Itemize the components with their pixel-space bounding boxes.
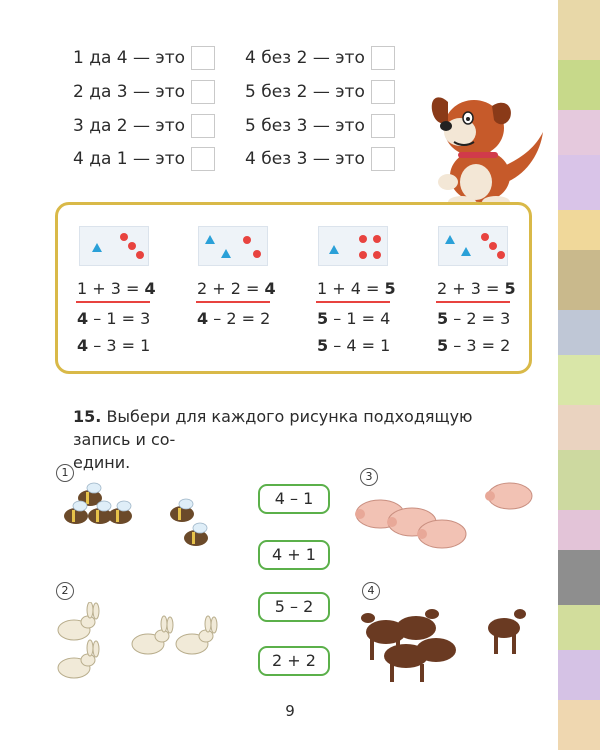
red-underline [436,301,510,303]
red-dot [359,235,367,243]
red-dot [120,233,128,241]
horses-illustration [356,598,536,688]
sub-equation: 5 – 2 = 3 [437,309,511,328]
red-underline [76,301,150,303]
main-equation: 1 + 3 = 4 [77,279,156,298]
task-number: 15. [73,407,102,426]
exercise-row: 4 без 2 — это [245,46,395,70]
answer-box[interactable] [191,147,215,171]
sub-equation: 5 – 3 = 2 [437,336,511,355]
exercise-row: 4 без 3 — это [245,147,395,171]
option-5-minus-2[interactable]: 5 – 2 [258,592,330,622]
red-dot [253,250,261,258]
task-text: Выбери для каждого рисунка подходящую запись и со- [73,407,473,449]
option-4-minus-1[interactable]: 4 – 1 [258,484,330,514]
picture-number-1: 1 [56,464,74,482]
exercise-row: 1 да 4 — это [73,46,215,70]
task-instruction [73,405,533,474]
exercise-row: 4 да 1 — это [73,147,215,171]
picture-number-2: 2 [56,582,74,600]
sub-equation: 4 – 1 = 3 [77,309,151,328]
picture-number-4: 4 [362,582,380,600]
answer-box[interactable] [191,80,215,104]
answer-box[interactable] [191,114,215,138]
exercise-row: 2 да 3 — это [73,80,215,104]
red-dot [373,235,381,243]
page-number: 9 [285,702,295,720]
dog-illustration [418,92,546,208]
exercise-row: 5 без 3 — это [245,114,395,138]
red-underline [316,301,390,303]
counting-card [198,226,268,266]
pigs-illustration [350,476,535,556]
blue-triangle [92,243,102,252]
answer-box[interactable] [371,114,395,138]
exercise-row: 3 да 2 — это [73,114,215,138]
answer-box[interactable] [371,46,395,70]
blue-triangle [221,249,231,258]
red-dot [243,236,251,244]
option-4-plus-1[interactable]: 4 + 1 [258,540,330,570]
main-equation: 2 + 3 = 5 [437,279,516,298]
sub-equation: 4 – 2 = 2 [197,309,271,328]
exercise-row: 5 без 2 — это [245,80,395,104]
blue-triangle [461,247,471,256]
rabbits-illustration [52,602,222,686]
counting-card [318,226,388,266]
red-underline [196,301,270,303]
main-equation: 1 + 4 = 5 [317,279,396,298]
main-equation: 2 + 2 = 4 [197,279,276,298]
task-text-continued: едини. [73,453,131,472]
picture-number-3: 3 [360,468,378,486]
blue-triangle [205,235,215,244]
counting-card [79,226,149,266]
sub-equation: 4 – 3 = 1 [77,336,151,355]
bees-illustration [62,478,222,554]
red-dot [359,251,367,259]
red-dot [489,242,497,250]
option-2-plus-2[interactable]: 2 + 2 [258,646,330,676]
answer-box[interactable] [371,147,395,171]
red-dot [373,251,381,259]
decorative-side-stripe [558,0,600,750]
answer-box[interactable] [191,46,215,70]
red-dot [136,251,144,259]
red-dot [481,233,489,241]
red-dot [128,242,136,250]
red-dot [497,251,505,259]
sub-equation: 5 – 1 = 4 [317,309,391,328]
answer-box[interactable] [371,80,395,104]
blue-triangle [329,245,339,254]
counting-card [438,226,508,266]
blue-triangle [445,235,455,244]
sub-equation: 5 – 4 = 1 [317,336,391,355]
